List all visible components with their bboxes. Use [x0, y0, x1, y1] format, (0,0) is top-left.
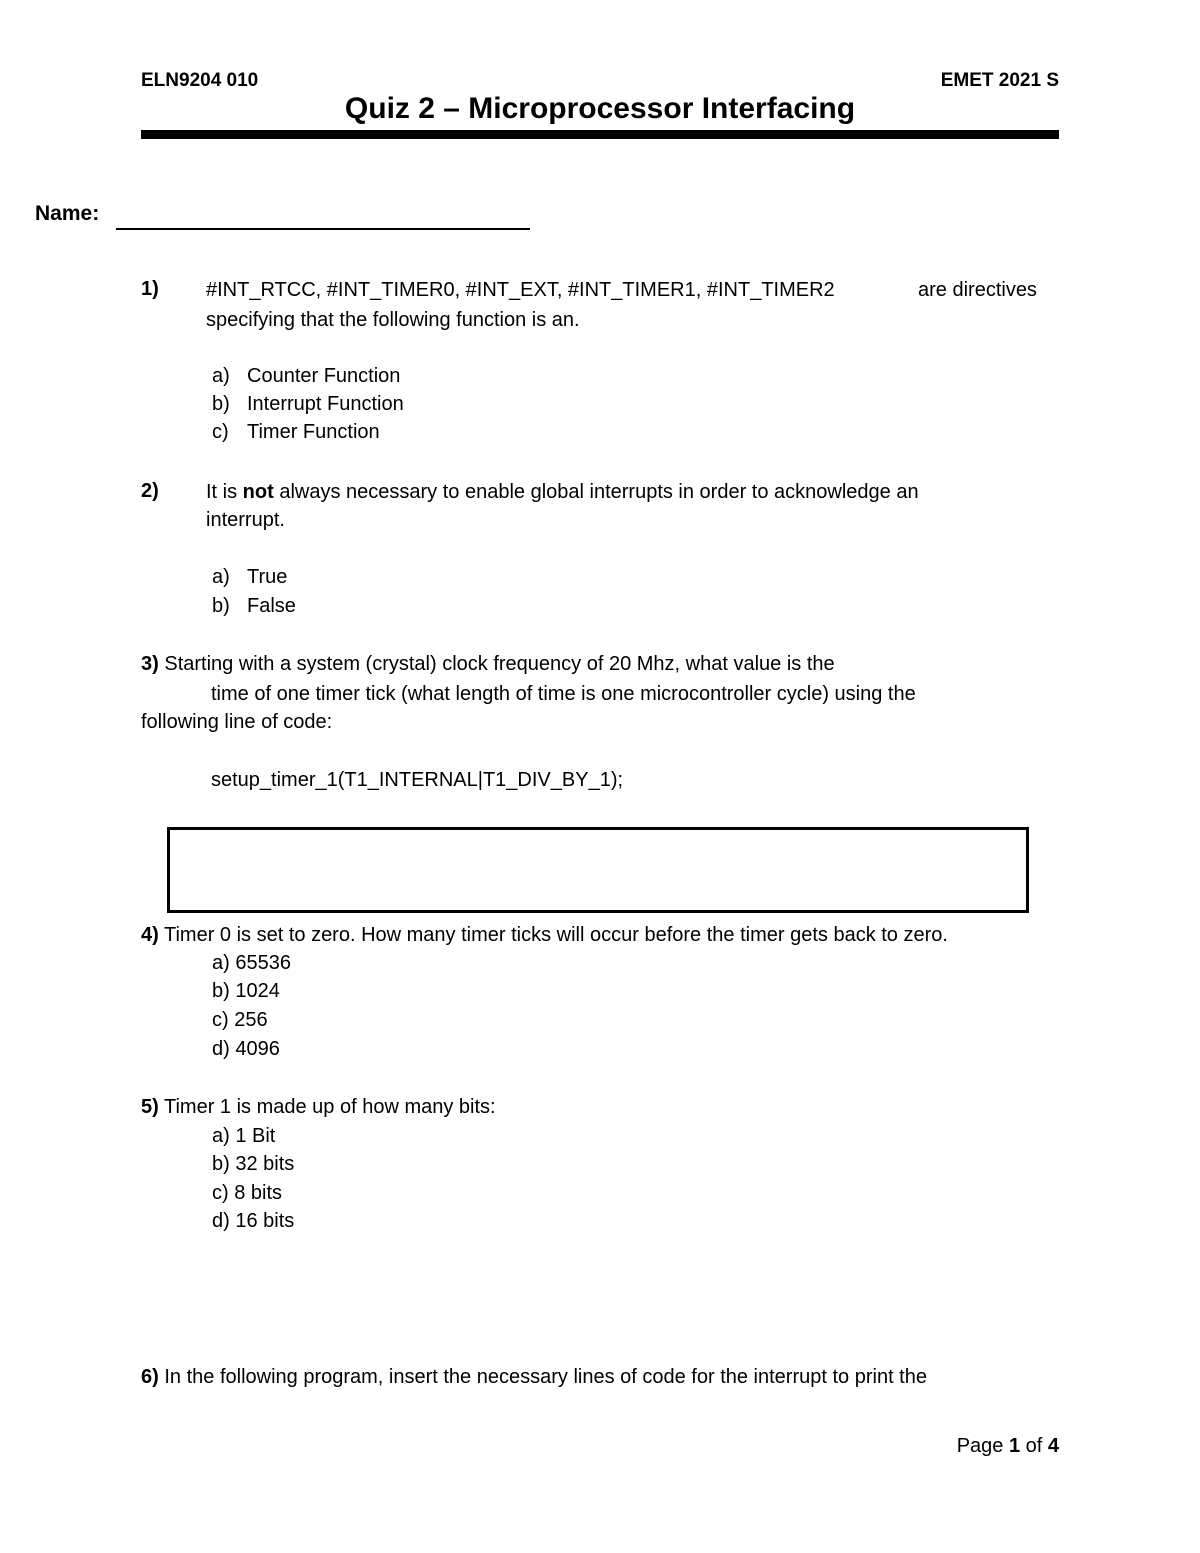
- question-4-number: 4): [141, 924, 159, 946]
- name-blank-line[interactable]: [116, 228, 530, 230]
- page-title: Quiz 2 – Microprocessor Interfacing: [344, 92, 856, 125]
- question-3-text-line2: time of one timer tick (what length of time is one microcontroller cycle) using the: [211, 683, 916, 705]
- q5-option-d: d) 16 bits: [212, 1210, 295, 1232]
- page-footer: [957, 1434, 1059, 1458]
- q2-text-emphasis: not: [242, 481, 274, 503]
- q1-option-c-letter: c): [212, 421, 229, 443]
- question-6-text: [141, 1365, 927, 1389]
- term-label: EMET 2021 S: [940, 70, 1059, 91]
- q4-text: Timer 0 is set to zero. How many timer ticks will occur before the timer gets back to zero.: [158, 924, 948, 946]
- page-total: 4: [1047, 1435, 1059, 1457]
- q5-option-a: a) 1 Bit: [212, 1125, 276, 1147]
- q1-option-b-text: Interrupt Function: [247, 393, 404, 415]
- question-3-text-line3: following line of code:: [141, 711, 333, 733]
- question-1-text-line2: specifying that the following function is an.: [206, 309, 580, 331]
- question-5-text: [141, 1095, 496, 1119]
- question-2-text-line2: interrupt.: [206, 509, 285, 531]
- name-label: Name:: [35, 202, 100, 225]
- question-3-number: 3): [141, 653, 159, 675]
- q1-option-c-text: Timer Function: [247, 421, 380, 443]
- q4-option-d: d) 4096: [212, 1038, 280, 1060]
- header-rule: [141, 130, 1059, 139]
- question-2-text-line1: [206, 480, 919, 504]
- question-1-text-tail: are directives: [918, 279, 1037, 301]
- question-2-number: 2): [141, 480, 159, 502]
- q5-text: Timer 1 is made up of how many bits:: [158, 1096, 496, 1118]
- q4-option-b: b) 1024: [212, 980, 280, 1002]
- q2-option-a-text: True: [247, 566, 288, 588]
- q1-option-b-letter: b): [212, 393, 230, 415]
- q4-option-a: a) 65536: [212, 952, 291, 974]
- question-6-number: 6): [141, 1366, 159, 1388]
- q5-option-b: b) 32 bits: [212, 1153, 295, 1175]
- question-3-text-line1: [141, 652, 835, 676]
- q6-text: In the following program, insert the necessary lines of code for the interrupt to print the: [158, 1366, 927, 1388]
- q2-text-pre: It is: [206, 481, 243, 503]
- q2-option-b-text: False: [247, 595, 296, 617]
- q3-text-line1: Starting with a system (crystal) clock frequency of 20 Mhz, what value is the: [158, 653, 835, 675]
- course-code: ELN9204 010: [141, 70, 259, 91]
- q2-option-a-letter: a): [212, 566, 230, 588]
- question-1-text-line1: #INT_RTCC, #INT_TIMER0, #INT_EXT, #INT_TIMER1, #INT_TIMER2: [206, 279, 835, 301]
- q1-option-a-text: Counter Function: [247, 365, 401, 387]
- q2-text-post: always necessary to enable global interrupts in order to acknowledge an: [273, 481, 919, 503]
- q1-option-a-letter: a): [212, 365, 230, 387]
- q5-option-c: c) 8 bits: [212, 1182, 283, 1204]
- question-5-number: 5): [141, 1096, 159, 1118]
- question-4-text: [141, 923, 948, 947]
- question-1-number: 1): [141, 278, 159, 300]
- page-word: Page: [956, 1435, 1009, 1457]
- q2-option-b-letter: b): [212, 595, 230, 617]
- page-current: 1: [1008, 1435, 1021, 1457]
- q4-option-c: c) 256: [212, 1009, 268, 1031]
- answer-box[interactable]: [167, 827, 1029, 913]
- question-3-code: setup_timer_1(T1_INTERNAL|T1_DIV_BY_1);: [211, 769, 624, 791]
- of-word: of: [1020, 1435, 1048, 1457]
